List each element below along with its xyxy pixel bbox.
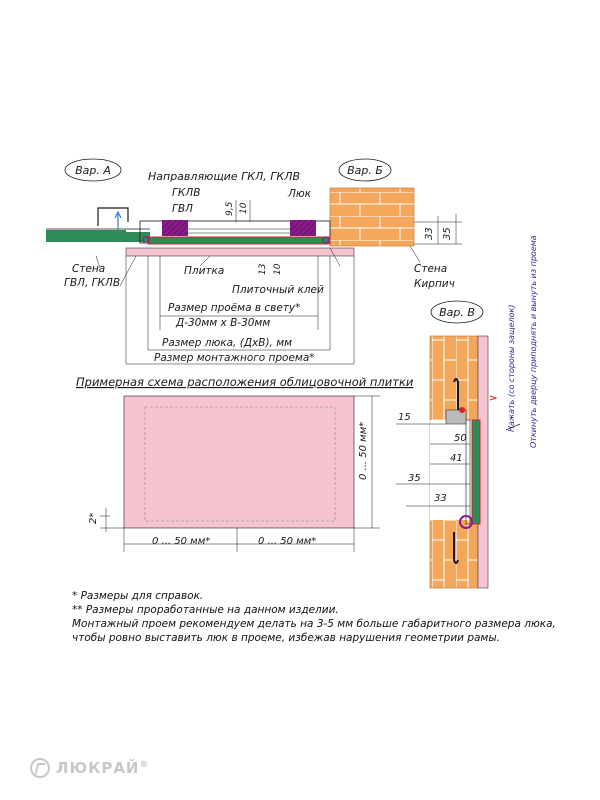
opening-label-2: Д-30мм х В-30мм [176, 317, 271, 329]
hatch-door [148, 237, 330, 244]
mount-size-label: Размер монтажного проема* [154, 352, 315, 364]
wall-gvl-label-1: Стена [72, 263, 106, 275]
brand-logo [30, 758, 149, 778]
scheme-bottom-dim-2: 0 ... 50 мм* [258, 536, 317, 547]
tile-strip [126, 248, 354, 256]
variant-v-badge [431, 301, 483, 323]
dim-9-5: 9,5 [225, 201, 235, 216]
glue-label: Плиточный клей [232, 284, 324, 296]
dim-33-v: 33 [434, 493, 447, 504]
dim-41-v: 41 [450, 453, 463, 464]
dim-50-v: 50 [454, 433, 467, 444]
hatch-insert-left [162, 220, 188, 236]
gvl-label: ГВЛ [172, 203, 193, 215]
variant-v-label: Вар. В [439, 306, 475, 319]
scheme-bottom-dim-1: 0 ... 50 мм* [152, 536, 211, 547]
hatch-size-label: Размер люка, (ДхВ), мм [162, 337, 293, 349]
guide-profile [98, 208, 128, 226]
footnote-4: чтобы ровно выставить люк в проеме, избежав нарушения геометрии рамы. [72, 632, 500, 644]
dim-35-v: 35 [408, 473, 421, 484]
footnote-2: ** Размеры проработанные на данном изделии. [72, 604, 339, 616]
hatch-door-v [472, 420, 480, 524]
opening-label-1: Размер проёма в свету* [168, 302, 301, 314]
luk-label: Люк [288, 188, 312, 200]
dim-33-top: 33 [424, 227, 435, 240]
wall-brick-label-1: Стена [414, 263, 448, 275]
remove-note: Откинуть дверцу приподнять и вынуть из проема [529, 235, 538, 448]
footnote-3: Монтажный проем рекомендуем делать на 3-5 мм больше габаритного размера люка, [72, 618, 556, 630]
brand-name: ЛЮКРАЙ [56, 759, 140, 777]
scheme-left-dim: 2* [88, 512, 99, 524]
variant-a-badge [65, 159, 121, 181]
hatch-insert-right [290, 220, 316, 236]
brick-wall-b [330, 188, 414, 246]
tile-panel [124, 396, 354, 528]
latch-button-icon [459, 407, 465, 413]
variant-a-label: Вар. А [75, 164, 111, 177]
scheme-right-dim: 0 ... 50 мм* [358, 421, 369, 480]
push-note: Нажать (со стороны защелок) [507, 304, 516, 432]
push-arrow-icon [490, 396, 496, 400]
tile-label: Плитка [184, 265, 225, 277]
registered-mark: ® [139, 760, 150, 770]
dim-15-v: 15 [398, 412, 411, 423]
wall-brick-label-2: Кирпич [414, 278, 455, 290]
screw-icon [115, 212, 121, 230]
footnote-1: * Размеры для справок. [72, 590, 204, 602]
brand-mark-icon [30, 758, 50, 778]
variant-b-badge [339, 159, 391, 181]
dim-10a: 10 [239, 202, 249, 214]
scheme-title: Примерная схема расположения облицовочной плитки [76, 375, 414, 389]
gklv-label: ГКЛВ [172, 187, 201, 199]
dim-10b: 10 [273, 263, 283, 275]
variant-b-label: Вар. Б [347, 164, 383, 177]
wall-gvl-label-2: ГВЛ, ГКЛВ [64, 277, 121, 289]
dim-35-top: 35 [442, 227, 453, 240]
dim-13: 13 [258, 263, 268, 275]
guides-label: Направляющие ГКЛ, ГКЛВ [148, 170, 301, 183]
gvl-wall [46, 230, 126, 242]
